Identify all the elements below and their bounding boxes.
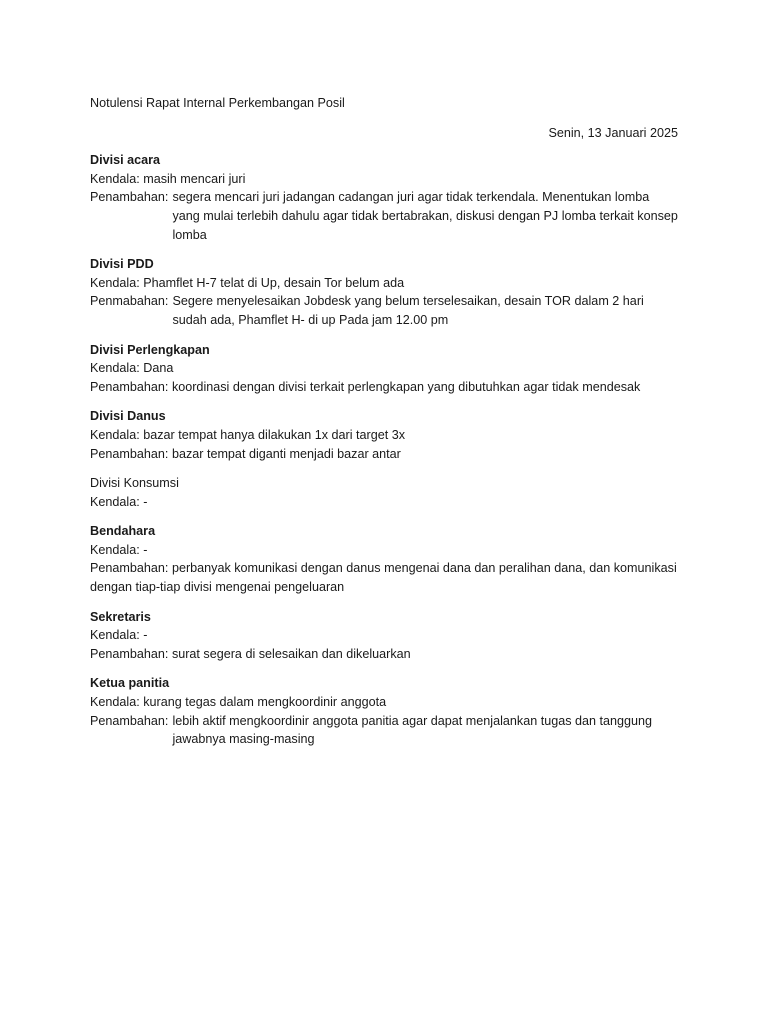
kendala-text: - — [143, 542, 148, 557]
penambahan-row — [90, 445, 678, 464]
section-title: Ketua panitia — [90, 676, 170, 691]
section-title: Divisi Danus — [90, 409, 166, 424]
kendala-label: Kendala: — [90, 628, 140, 643]
document-date: Senin, 13 Januari 2025 — [548, 125, 678, 140]
section-sekretaris — [90, 608, 678, 664]
kendala-text: - — [143, 494, 148, 509]
section-divisi-danus — [90, 407, 678, 463]
section-divisi-perlengkapan — [90, 341, 678, 397]
penambahan-label: Penambahan: — [90, 646, 169, 661]
section-title: Divisi Perlengkapan — [90, 342, 210, 357]
section-divisi-acara — [90, 151, 678, 244]
penambahan-text: lebih aktif mengkoordinir anggota panitia agar dapat menjalankan tugas dan tanggung jawabnya masing-masing — [172, 713, 653, 747]
penambahan-row — [90, 559, 678, 596]
section-divisi-konsumsi — [90, 474, 678, 511]
penambahan-text: surat segera di selesaikan dan dikeluarkan — [171, 646, 411, 661]
kendala-row — [90, 541, 678, 560]
kendala-text: Dana — [143, 361, 174, 376]
penambahan-row — [90, 188, 678, 244]
kendala-row — [90, 274, 678, 293]
kendala-label: Kendala: — [90, 542, 140, 557]
penambahan-row — [90, 712, 678, 749]
section-title: Bendahara — [90, 524, 156, 539]
penambahan-label: Penmabahan: — [90, 294, 169, 309]
penambahan-text: Segere menyelesaikan Jobdesk yang belum terselesaikan, desain TOR dalam 2 hari sudah ada, Phamflet H- di up Pada jam 12.00 pm — [172, 294, 644, 327]
kendala-label: Kendala: — [90, 275, 140, 290]
section-ketua-panitia — [90, 674, 678, 748]
kendala-label: Kendala: — [90, 494, 140, 509]
kendala-text: kurang tegas dalam mengkoordinir anggota — [143, 695, 387, 710]
penambahan-label: Penambahan: — [90, 379, 169, 394]
penambahan-row — [90, 292, 678, 329]
section-title: Divisi acara — [90, 153, 161, 168]
kendala-text: masih mencari juri — [143, 171, 246, 186]
penambahan-label: Penambahan: — [90, 190, 169, 205]
kendala-row — [90, 426, 678, 445]
section-bendahara — [90, 522, 678, 596]
kendala-label: Kendala: — [90, 361, 140, 376]
section-title: Sekretaris — [90, 609, 151, 624]
kendala-row — [90, 693, 678, 712]
kendala-row — [90, 359, 678, 378]
penambahan-text: perbanyak komunikasi dengan danus mengenai dana dan peralihan dana, dan komunikasi dengan tiap-tiap divisi mengenai pengeluaran — [90, 561, 677, 595]
section-title: Divisi PDD — [90, 257, 154, 272]
penambahan-text: bazar tempat diganti menjadi bazar antar — [171, 446, 401, 461]
section-divisi-pdd — [90, 255, 678, 329]
kendala-text: Phamflet H-7 telat di Up, desain Tor belum ada — [143, 275, 405, 290]
penambahan-text: segera mencari juri jadangan cadangan juri agar tidak terkendala. Menentukan lomba yang mulai terlebih dahulu agar tidak bertabrakan, diskusi dengan PJ lomba terkait konsep lomba — [172, 190, 678, 242]
kendala-label: Kendala: — [90, 171, 140, 186]
kendala-label: Kendala: — [90, 427, 140, 442]
kendala-text: - — [143, 628, 148, 643]
penambahan-label: Penambahan: — [90, 713, 169, 728]
kendala-row — [90, 170, 678, 189]
kendala-row — [90, 493, 678, 512]
penambahan-label: Penambahan: — [90, 561, 169, 576]
penambahan-row — [90, 378, 678, 397]
penambahan-row — [90, 645, 678, 664]
kendala-row — [90, 626, 678, 645]
section-title: Divisi Konsumsi — [90, 476, 179, 491]
penambahan-label: Penambahan: — [90, 446, 169, 461]
kendala-text: bazar tempat hanya dilakukan 1x dari target 3x — [143, 427, 406, 442]
document-title: Notulensi Rapat Internal Perkembangan Posil — [90, 96, 345, 110]
penambahan-text: koordinasi dengan divisi terkait perlengkapan yang dibutuhkan agar tidak mendesak — [171, 379, 641, 394]
kendala-label: Kendala: — [90, 695, 140, 710]
